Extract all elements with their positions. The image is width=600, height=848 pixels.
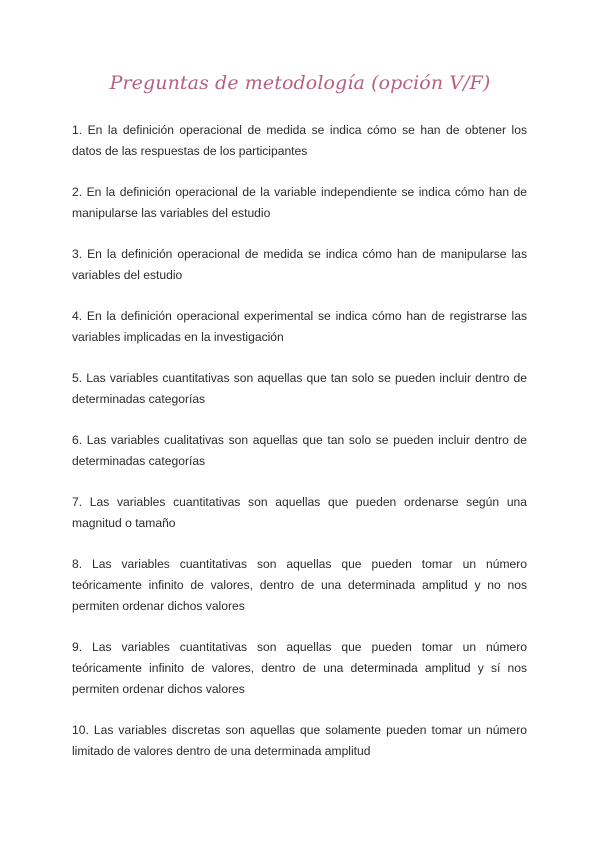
question-item: 4. En la definición operacional experimental se indica cómo han de registrarse las variables implicadas en la investigación	[72, 309, 527, 344]
page-title: Preguntas de metodología (opción V/F)	[109, 72, 491, 94]
question-item: 2. En la definición operacional de la variable independiente se indica cómo han de manipularse las variables del estudio	[72, 185, 527, 220]
question-item: 6. Las variables cualitativas son aquellas que tan solo se pueden incluir dentro de determinadas categorías	[72, 433, 527, 468]
question-item: 1. En la definición operacional de medida se indica cómo se han de obtener los datos de las respuestas de los participantes	[72, 123, 527, 158]
question-item: 8. Las variables cuantitativas son aquellas que pueden tomar un número teóricamente infinito de valores, dentro de una determinada amplitud y no nos permiten ordenar dichos valores	[72, 557, 527, 613]
question-item: 10. Las variables discretas son aquellas que solamente pueden tomar un número limitado de valores dentro de una determinada amplitud	[72, 723, 527, 758]
question-item: 7. Las variables cuantitativas son aquellas que pueden ordenarse según una magnitud o tamaño	[72, 495, 527, 530]
question-item: 5. Las variables cuantitativas son aquellas que tan solo se pueden incluir dentro de determinadas categorías	[72, 371, 527, 406]
question-item: 3. En la definición operacional de medida se indica cómo han de manipularse las variables del estudio	[72, 247, 527, 282]
question-item: 9. Las variables cuantitativas son aquellas que pueden tomar un número teóricamente infinito de valores, dentro de una determinada amplitud y sí nos permiten ordenar dichos valores	[72, 640, 527, 696]
question-list	[72, 120, 527, 782]
